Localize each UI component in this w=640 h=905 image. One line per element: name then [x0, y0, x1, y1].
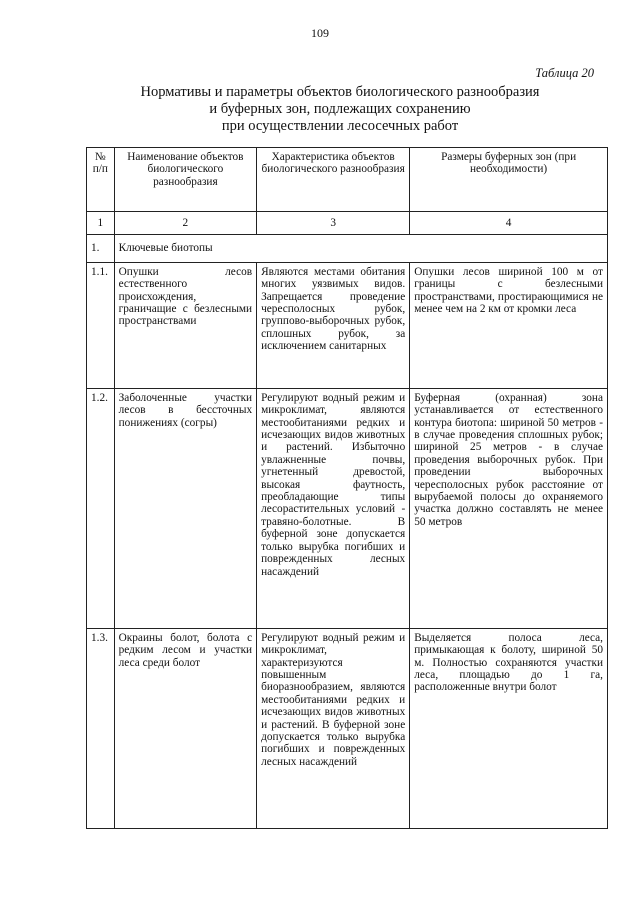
header-buffer-size: Размеры буферных зон (при необходимости): [410, 148, 608, 212]
section-title: Ключевые биотопы: [114, 235, 607, 262]
column-number-row: [87, 212, 608, 235]
title-line: и буферных зон, подлежащих сохранению: [209, 101, 471, 117]
column-number: 3: [257, 212, 410, 235]
row-characteristic: Регулируют водный режим и микроклимат, характеризуются повышенным биоразнообразием, являются местообитаниями редких и исчезающих видов животных и растений. В буферной зоне допускается только вырубка погибших и поврежденных лесных насаждений: [257, 628, 410, 828]
row-object-name: Заболоченные участки лесов в бессточных понижениях (согры): [114, 388, 256, 628]
title-line: Нормативы и параметры объектов биологического разнообразия: [140, 84, 540, 100]
section-row: [87, 235, 608, 262]
header-number: № п/п: [87, 148, 115, 212]
document-title: [90, 84, 590, 135]
table-row: [87, 262, 608, 388]
row-number: 1.1.: [87, 262, 115, 388]
row-buffer-size: Выделяется полоса леса, примыкающая к болоту, шириной 50 м. Полностью сохраняются участки леса, площадью до 1 га, расположенные внутри болот: [410, 628, 608, 828]
row-buffer-size: Опушки лесов шириной 100 м от границы с безлесными пространствами, простирающимися не менее чем на 2 км от кромки леса: [410, 262, 608, 388]
row-number: 1.2.: [87, 388, 115, 628]
row-number: 1.3.: [87, 628, 115, 828]
header-object-name: Наименование объектов биологического разнообразия: [114, 148, 256, 212]
row-characteristic: Регулируют водный режим и микроклимат, являются местообитаниями редких и исчезающих видов животных и растений. Избыточно увлажненные почвы, угнетенный древостой, высокая фаутность, преобладающие типы лесорастительных условий - травяно-болотные. В буферной зоне допускается только вырубка погибших и поврежденных лесных насаждений: [257, 388, 410, 628]
column-number: 2: [114, 212, 256, 235]
norms-table: [86, 147, 608, 829]
row-object-name: Опушки лесов естественного происхождения, граничащие с безлесными пространствами: [114, 262, 256, 388]
table-row: [87, 388, 608, 628]
row-object-name: Окраины болот, болота с редким лесом и участки леса среди болот: [114, 628, 256, 828]
section-number: 1.: [87, 235, 115, 262]
page-number: 109: [311, 26, 329, 40]
row-characteristic: Являются местами обитания многих уязвимых видов. Запрещается проведение чересполосных рубок, группово-выборочных рубок, сплошных рубок, за исключением санитарных: [257, 262, 410, 388]
table-row: [87, 628, 608, 828]
header-characteristic: Характеристика объектов биологического разнообразия: [257, 148, 410, 212]
column-number: 4: [410, 212, 608, 235]
column-number: 1: [87, 212, 115, 235]
row-buffer-size: Буферная (охранная) зона устанавливается от естественного контура биотопа: шириной 50 метров - в случае проведения сплошных рубок; шириной 25 метров - в случае проведения выборочных рубок. При проведении выборочных чересполосных рубок расстояние от вырубаемой полосы до охраняемого участка должно составлять не менее 50 метров: [410, 388, 608, 628]
table-caption: Таблица 20: [535, 66, 594, 80]
table-header-row: [87, 148, 608, 212]
title-line: при осуществлении лесосечных работ: [221, 118, 459, 134]
